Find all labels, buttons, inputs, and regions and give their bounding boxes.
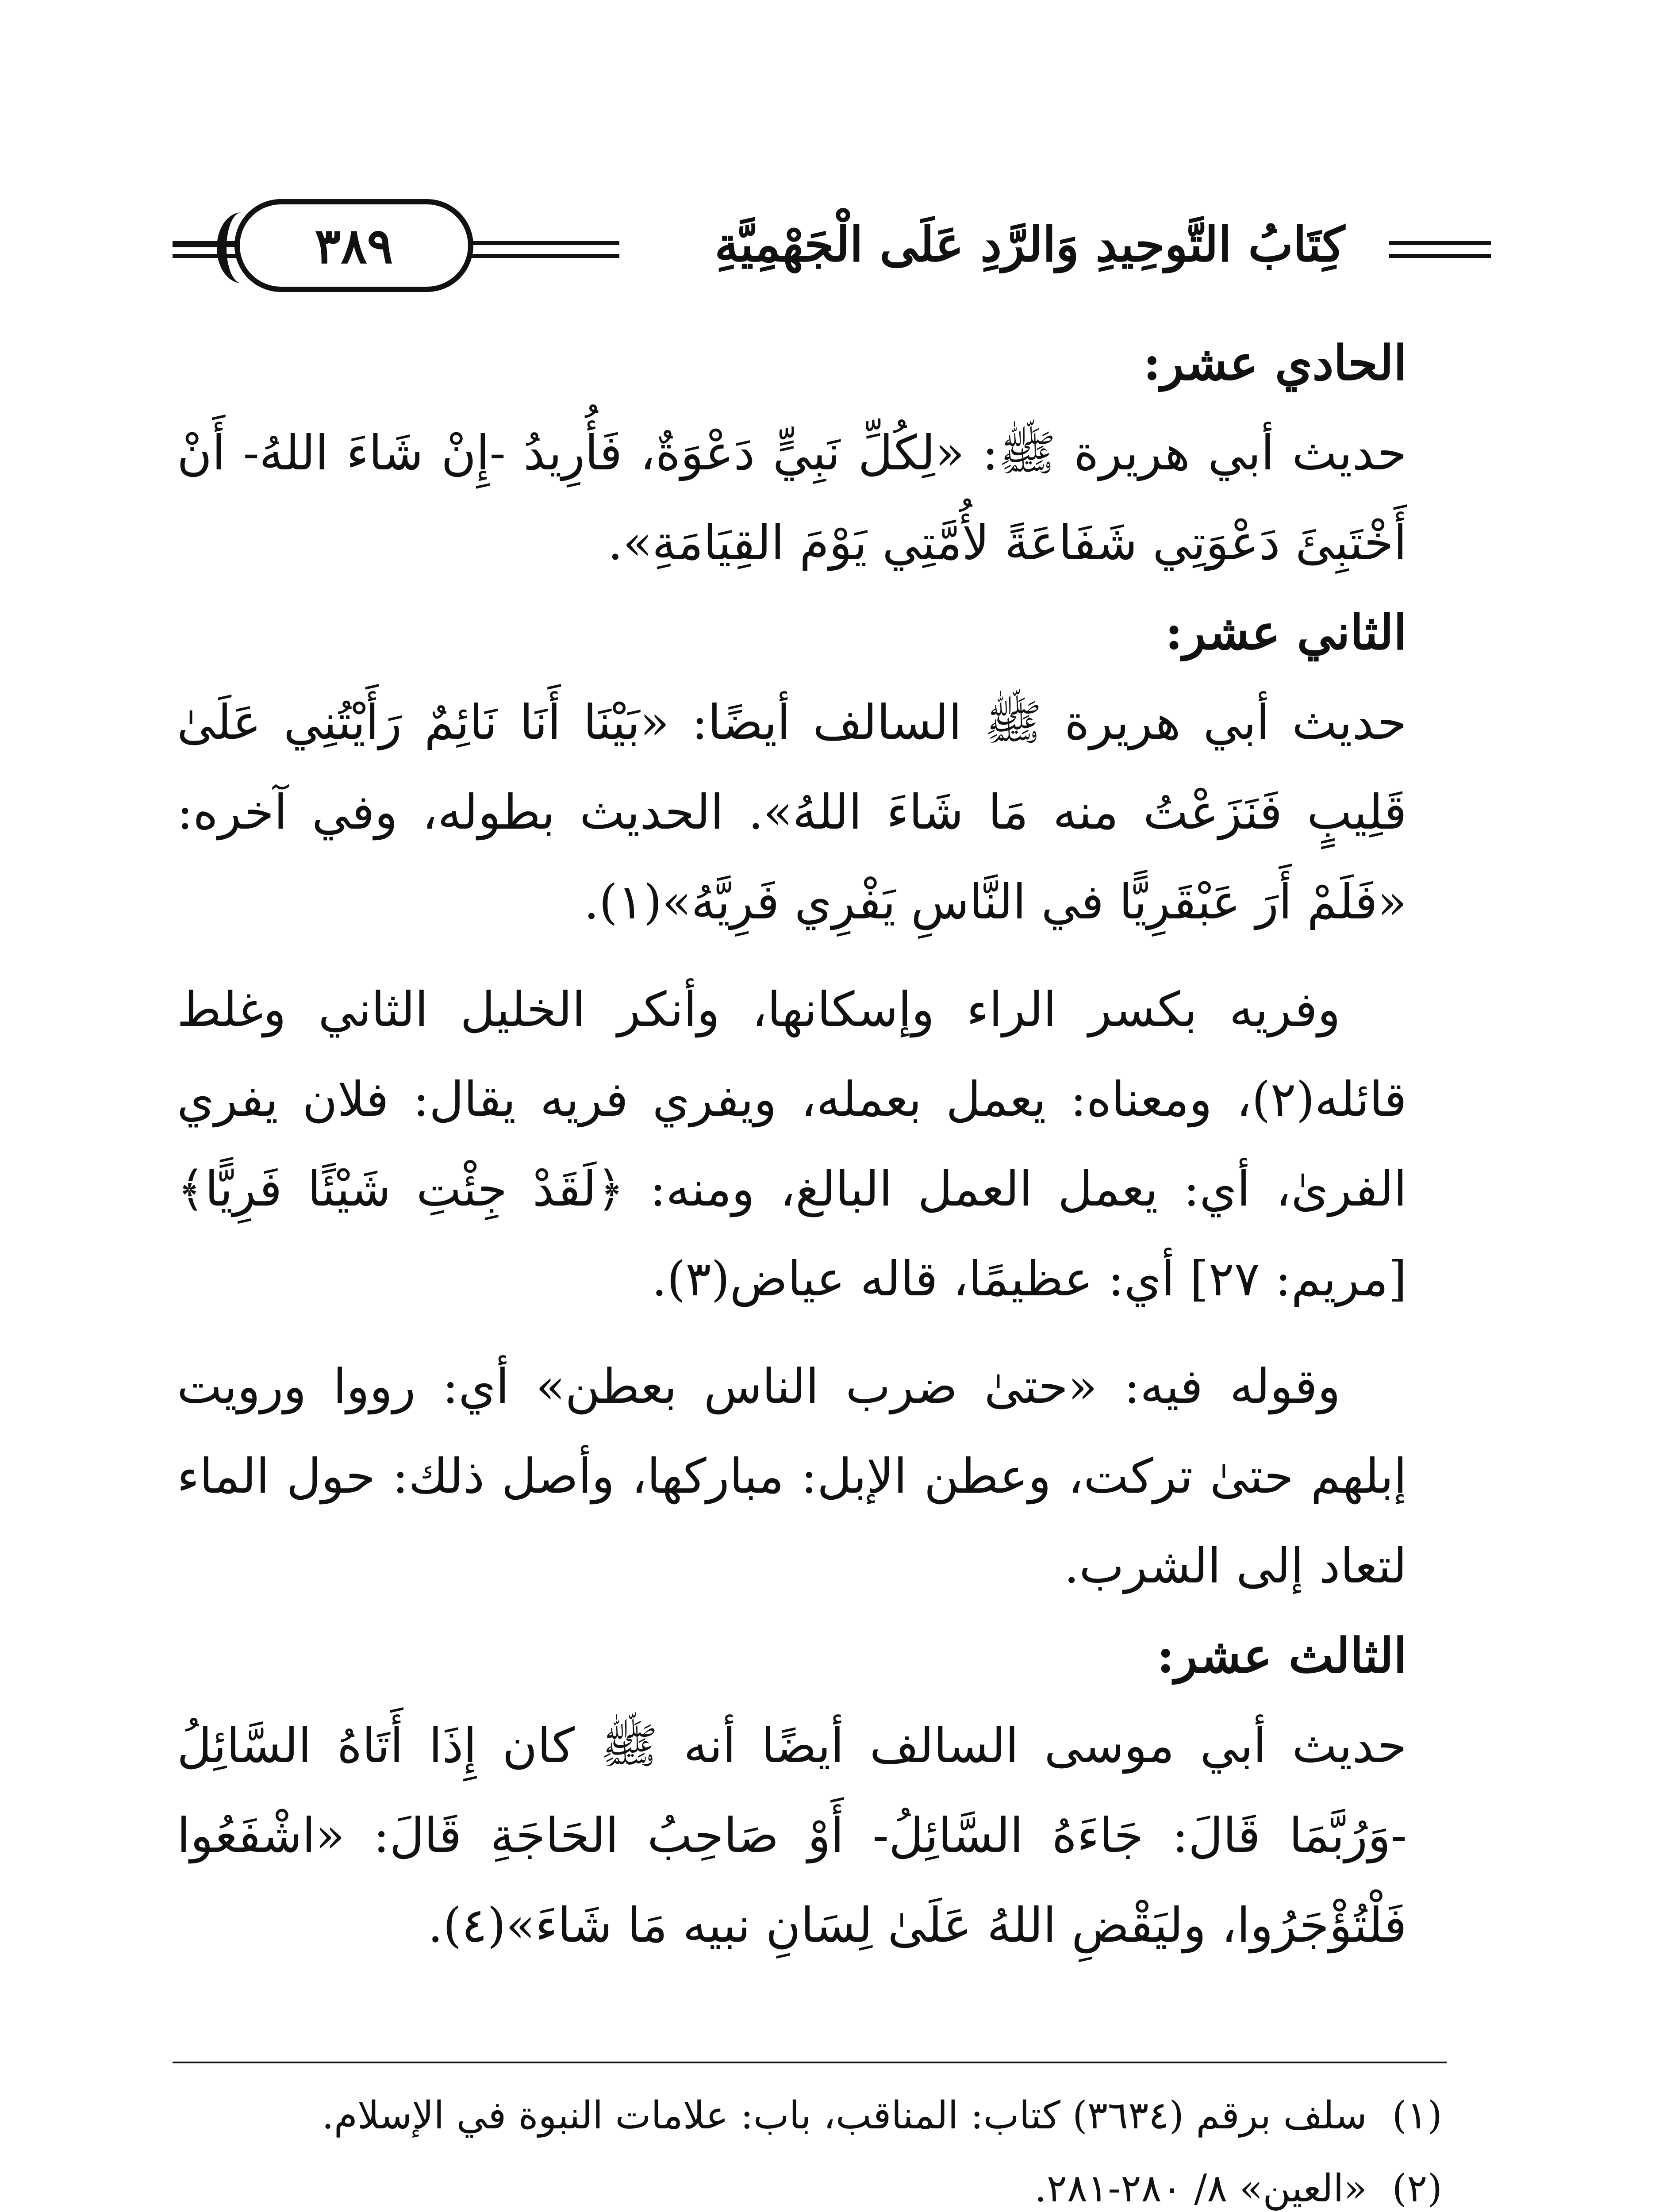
section-heading-11: الحادي عشر: [1143,335,1407,391]
section-heading-12: الثاني عشر: [1165,605,1407,661]
hadith-paragraph-13: حديث أبي موسى السالف أيضًا أنه ﷺ كان إِذَا أَتَاهُ السَّائِلُ -وَرُبَّمَا قَالَ: جَاءَهُ السَّائِلُ- أَوْ صَاحِبُ الحَاجَةِ قَالَ: «اشْفَعُوا فَلْتُؤْجَرُوا، وليَقْضِ اللهُ عَلَىٰ لِسَانِ نبيه مَا شَاءَ»(٤). [177,1718,1407,1953]
footnote-text: سلف برقم (٣٦٣٤) كتاب: المناقب، باب: علامات النبوة في الإسلام. [322,2093,1367,2138]
footnote-separator [173,2062,1447,2063]
running-header [173,199,1491,301]
page-number: ٣٨٩ [315,217,393,274]
footnote-text: «العين» ٨/ ٢٨٠-٢٨١. [1034,2166,1367,2211]
header-rule-right [1389,241,1491,258]
hadith-paragraph-12: حديث أبي هريرة ﷺ السالف أيضًا: «بَيْنَا أَنَا نَائِمٌ رَأَيْتُنِي عَلَىٰ قَلِيبٍ فَنَزَعْتُ منه مَا شَاءَ اللهُ». الحديث بطوله، وفي آخره: «فَلَمْ أَرَ عَبْقَرِيًّا في النَّاسِ يَفْرِي فَرِيَّهُ»(١). [177,695,1407,930]
commentary-paragraph-1: وفريه بكسر الراء وإسكانها، وأنكر الخليل الثاني وغلط قائله(٢)، ومعناه: يعمل بعمله، ويفري فريه يقال: فلان يفري الفرىٰ، أي: يعمل العمل البالغ، ومنه: ﴿لَقَدْ جِئْتِ شَيْئًا فَرِيًّا﴾ [مريم: ٢٧] أي: عظيمًا، قاله عياض(٣). [177,982,1407,1307]
commentary-paragraph-2: وقوله فيه: «حتىٰ ضرب الناس بعطن» أي: رووا ورويت إبلهم حتىٰ تركت، وعطن الإبل: مباركها، وأصل ذلك: حول الماء لتعاد إلى الشرب. [177,1359,1407,1594]
book-title: كِتَابُ التَّوحِيدِ وَالرَّدِ عَلَى الْجَهْمِيَّةِ [714,217,1345,273]
footnotes [168,2079,1442,2212]
hadith-paragraph-11: حديث أبي هريرة ﷺ: «لِكُلِّ نَبِيٍّ دَعْوَةٌ، فَأُرِيدُ -إِنْ شَاءَ اللهُ- أَنْ أَخْتَبِئَ دَعْوَتِي شَفَاعَةً لأُمَّتِي يَوْمَ القِيَامَةِ». [177,426,1407,571]
section-heading-13: الثالث عشر: [1156,1628,1407,1684]
footnote-number: (٢) [1392,2166,1442,2211]
page-number-badge [234,199,473,292]
footnote-item [168,2152,1442,2212]
footnote-number: (١) [1392,2093,1442,2138]
footnote-item [168,2079,1442,2152]
main-text [177,319,1407,1970]
